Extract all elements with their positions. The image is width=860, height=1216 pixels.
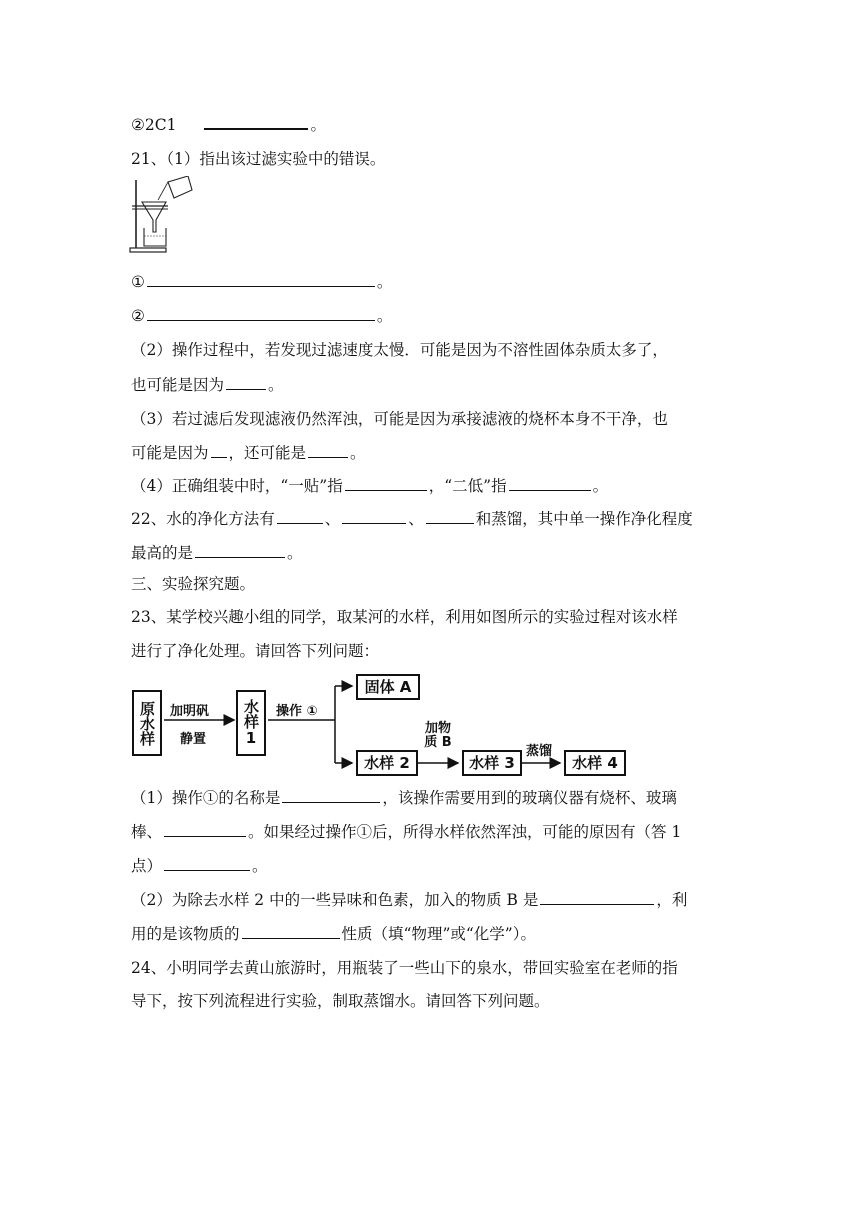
answer-blank[interactable] (226, 373, 266, 390)
question-text: （3）若过滤后发现滤液仍然浑浊，可能是因为承接滤液的烧杯本身不干净，也 (131, 410, 668, 428)
question-22: 22、水的净化方法有 、 、 和蒸馏，其中单一操作净化程度 (131, 507, 693, 530)
question-text: 用的是该物质的 性质（填“物理”或“化学”）。 (131, 922, 536, 945)
section-heading: 三、实验探究题。 (131, 575, 256, 593)
water-purification-flow-diagram (130, 670, 730, 780)
sample2-box: 水样 2 (356, 750, 418, 776)
raw-water-box: 原水样 (132, 690, 162, 756)
filtration-apparatus-figure (128, 176, 196, 256)
answer-blank[interactable] (147, 270, 375, 287)
answer-blank[interactable] (211, 441, 227, 458)
answer-blank[interactable] (164, 820, 246, 837)
question-text: 导下，按下列流程进行实验，制取蒸馏水。请回答下列问题。 (131, 992, 550, 1010)
question-text: 可能是因为 ，还可能是 。 (131, 441, 366, 464)
answer-blank[interactable] (509, 474, 591, 491)
operation1-label: 操作 ① (276, 704, 318, 719)
question-text: （1）操作①的名称是 ，该操作需要用到的玻璃仪器有烧杯、玻璃 (131, 786, 677, 809)
answer-blank[interactable] (147, 304, 375, 321)
answer-blank[interactable] (540, 888, 654, 905)
answer-blank[interactable] (308, 441, 348, 458)
add-substance-b-label: 加物 质 B (424, 721, 452, 750)
text-line: ②2C1 。 (131, 112, 326, 136)
settle-label: 静置 (180, 732, 207, 747)
question-23: 23、某学校兴趣小组的同学，取某河的水样，利用如图所示的实验过程对该水样 (131, 608, 678, 626)
answer-blank[interactable] (164, 854, 250, 871)
question-text: （2）为除去水样 2 中的一些异味和色素，加入的物质 B 是 ，利 (131, 888, 687, 911)
sub-label: ②2C1 (131, 116, 177, 134)
answer-blank[interactable] (277, 507, 323, 524)
answer-blank[interactable] (426, 507, 474, 524)
question-text: 点） 。 (131, 854, 268, 877)
question-text: 棒、 。如果经过操作①后，所得水样依然浑浊，可能的原因有（答 1 (131, 820, 681, 843)
answer-blank[interactable] (242, 922, 340, 939)
question-text: 进行了净化处理。请回答下列问题： (131, 642, 380, 660)
question-text: 也可能是因为 。 (131, 373, 284, 396)
sample3-box: 水样 3 (462, 750, 522, 776)
question-text: 最高的是 。 (131, 541, 303, 564)
question-text: （2）操作过程中，若发现过滤速度太慢．可能是因为不溶性固体杂质太多了， (131, 341, 668, 359)
answer-line-2: ② 。 (131, 304, 392, 327)
answer-blank[interactable] (282, 786, 380, 803)
answer-blank[interactable] (345, 474, 427, 491)
sample1-box: 水样1 (236, 690, 266, 756)
answer-blank[interactable] (204, 112, 308, 130)
question-text: （4）正确组装中时，“一贴”指 ，“二低”指 。 (131, 474, 608, 497)
sample4-box: 水样 4 (564, 750, 626, 776)
add-alum-label: 加明矾 (170, 704, 210, 719)
answer-blank[interactable] (195, 541, 285, 558)
question-21-title: 21、（1）指出该过滤实验中的错误。 (131, 150, 386, 168)
answer-line-1: ① 。 (131, 270, 392, 293)
solid-a-box: 固体 A (356, 674, 420, 700)
answer-blank[interactable] (342, 507, 406, 524)
distill-label: 蒸馏 (526, 744, 553, 759)
question-24: 24、小明同学去黄山旅游时，用瓶装了一些山下的泉水，带回实验室在老师的指 (131, 959, 678, 977)
